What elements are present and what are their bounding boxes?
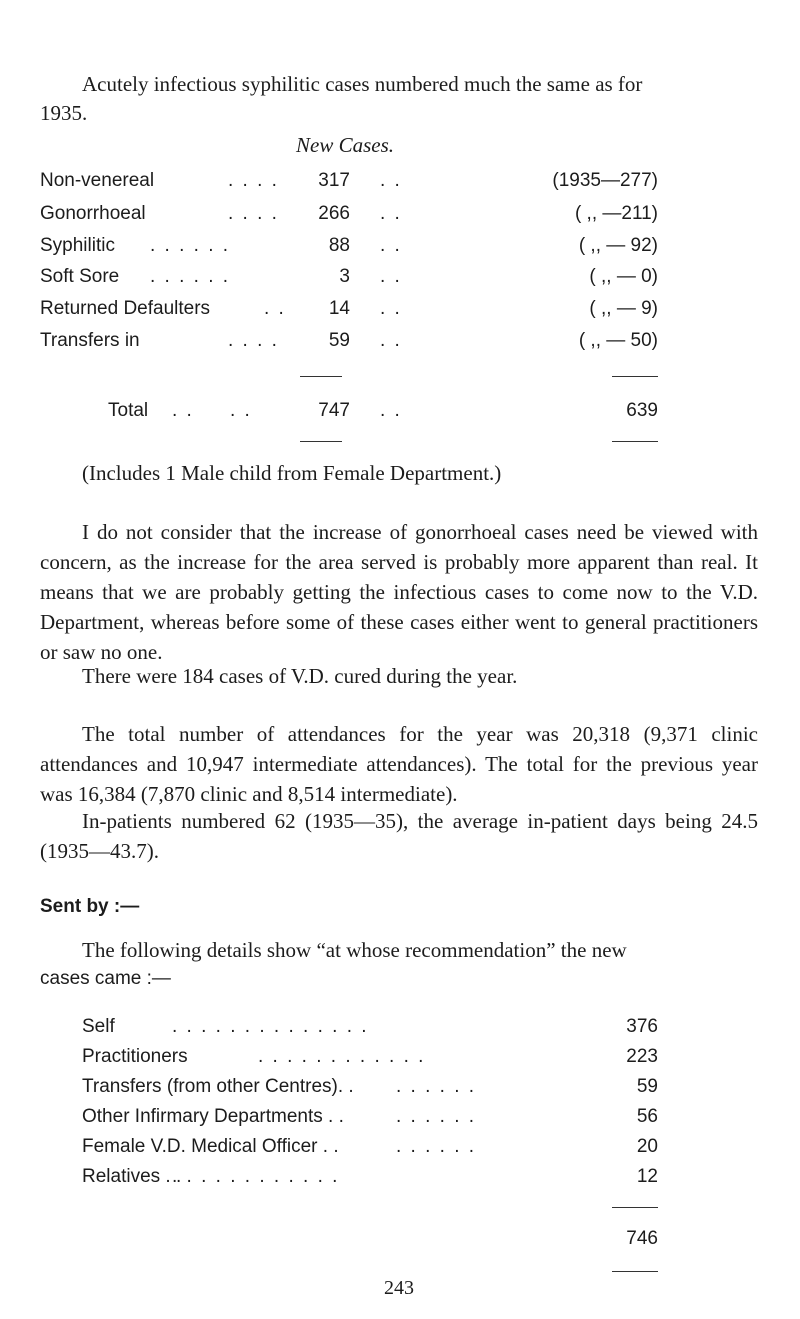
row-dots: . . . . [228, 170, 279, 191]
referral-value: 223 [626, 1046, 658, 1067]
paragraph-in-patients: In-patients numbered 62 (1935—35), the average in-patient days being 24.5 (1935—43.7). [40, 809, 758, 863]
referral-value: 56 [636, 1106, 658, 1127]
new-cases-heading: New Cases. [296, 133, 395, 157]
paragraph-attendances: The total number of attendances for the year was 20,318 (9,371 clinic attendances and 10,947 intermediate attendances). The total for the previous year was 16,384 (7,870 clinic and 8,514 intermediate). [40, 722, 758, 806]
referral-label: Other Infirmary Departments . . [82, 1106, 344, 1127]
row-dots: . . [380, 235, 402, 256]
page-number: 243 [384, 1277, 414, 1299]
referral-label: Practitioners [82, 1046, 188, 1067]
referral-dots: . . . . . . . . . . . . . . [172, 1016, 369, 1037]
referral-total-rule [612, 1271, 658, 1272]
referral-value: 59 [636, 1076, 658, 1097]
row-label: Transfers in [40, 330, 140, 351]
referral-dots: . . . . . . [396, 1136, 477, 1157]
total-value: 747 [318, 400, 350, 421]
referral-dots: . . . . . . . . . . . . [172, 1166, 340, 1187]
row-dots: . . [380, 298, 402, 319]
row-label: Syphilitic [40, 235, 115, 256]
intro-line-1: Acutely infectious syphilitic cases numbered much the same as for [82, 72, 643, 96]
department-note: (Includes 1 Male child from Female Department.) [82, 461, 502, 485]
total-dots: . . [172, 400, 194, 421]
row-label: Returned Defaulters [40, 298, 211, 319]
row-value: 266 [318, 203, 350, 224]
row-dots: . . [380, 203, 402, 224]
sent-by-heading: Sent by :— [40, 896, 140, 917]
row-previous: ( ,, — 92) [578, 235, 658, 256]
total-rule [612, 441, 658, 442]
row-value: 14 [328, 298, 350, 319]
referral-dots: . . . . . . [396, 1076, 477, 1097]
row-dots: . . . . . . [150, 266, 231, 287]
sum-rule [612, 376, 658, 377]
intro-line-2: 1935. [40, 101, 88, 125]
row-label: Non-venereal [40, 170, 155, 191]
referral-dots: . . . . . . . . . . . . [258, 1046, 426, 1067]
sum-rule [300, 376, 342, 377]
row-dots: . . [264, 298, 286, 319]
row-dots: . . . . . . [150, 235, 231, 256]
row-label: Soft Sore [40, 266, 120, 287]
total-label: Total [108, 400, 149, 421]
row-previous: ( ,, — 0) [589, 266, 658, 287]
total-previous: 639 [626, 400, 658, 421]
referral-sum-rule [612, 1207, 658, 1208]
row-previous: ( ,, — 50) [578, 330, 658, 351]
row-previous: (1935—277) [552, 170, 658, 191]
total-dots: . . [230, 400, 252, 421]
referral-dots: . . . . . . [396, 1106, 477, 1127]
referral-total: 746 [626, 1228, 658, 1249]
row-value: 3 [339, 266, 350, 287]
referral-label: Relatives . . [82, 1166, 182, 1187]
total-rule [300, 441, 342, 442]
referral-value: 376 [626, 1016, 658, 1037]
total-dots: . . [380, 400, 402, 421]
referral-value: 20 [636, 1136, 658, 1157]
row-value: 88 [328, 235, 350, 256]
referral-label: Self [82, 1016, 115, 1037]
row-dots: . . [380, 330, 402, 351]
row-dots: . . [380, 170, 402, 191]
referral-label: Female V.D. Medical Officer . . [82, 1136, 339, 1157]
sent-by-intro-line-1: The following details show “at whose recommendation” the new [82, 938, 627, 962]
row-previous: ( ,, — 9) [589, 298, 658, 319]
row-value: 59 [328, 330, 350, 351]
row-label: Gonorrhoeal [40, 203, 146, 224]
row-dots: . . . . [228, 203, 279, 224]
paragraph-gonorrhoeal-increase: I do not consider that the increase of gonorrhoeal cases need be viewed with concern, as the increase for the area served is probably more apparent than real. It means that we are probably getting the infectious cases to come now to the V.D. Department, whereas before some of these cases either went to general practitioners or saw no one. [40, 520, 758, 664]
row-value: 317 [318, 170, 350, 191]
row-previous: ( ,, —211) [574, 203, 658, 224]
paragraph-cured: There were 184 cases of V.D. cured during the year. [82, 664, 518, 688]
row-dots: . . [380, 266, 402, 287]
row-dots: . . . . [228, 330, 279, 351]
referral-value: 12 [636, 1166, 658, 1187]
referral-label: Transfers (from other Centres). . [82, 1076, 354, 1097]
sent-by-intro-line-2: cases came :— [40, 968, 171, 989]
